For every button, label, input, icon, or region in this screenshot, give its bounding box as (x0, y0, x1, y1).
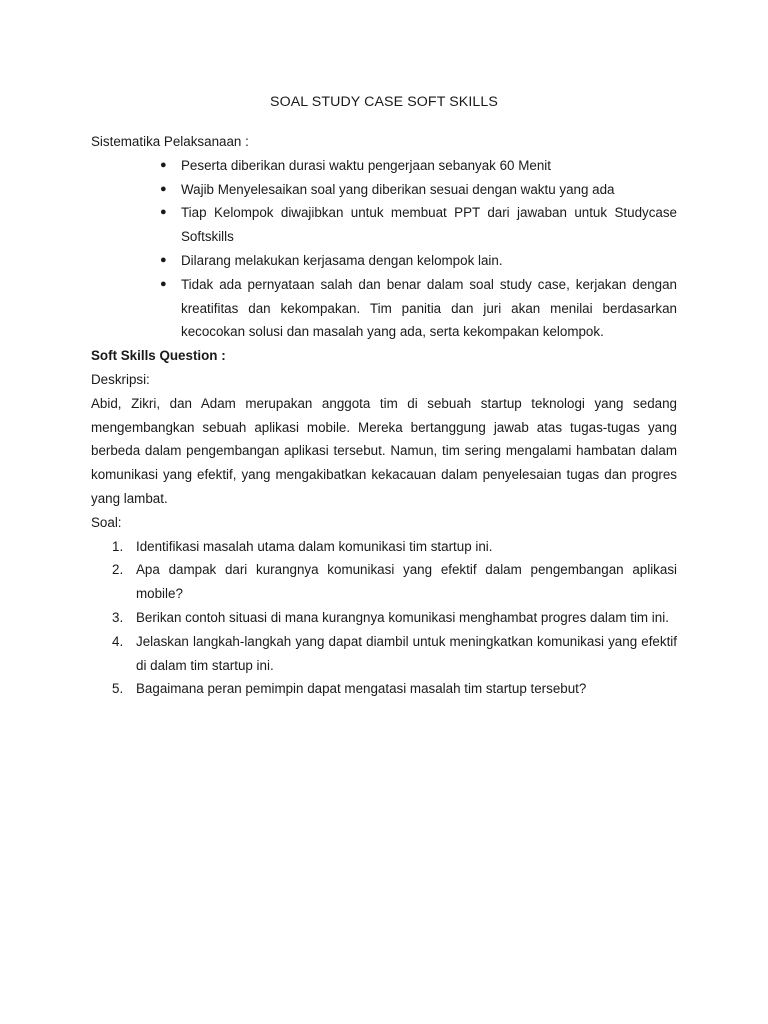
list-item (91, 201, 677, 249)
bullet-icon: ● (160, 182, 167, 195)
question-text: Jelaskan langkah-langkah yang dapat diambil untuk meningkatkan komunikasi yang efektif di dalam tim startup ini. (136, 633, 677, 673)
list-item (91, 154, 677, 178)
question-text: Bagaimana peran pemimpin dapat mengatasi masalah tim startup tersebut? (136, 681, 587, 697)
question-text: Berikan contoh situasi di mana kurangnya komunikasi menghambat progres dalam tim ini. (136, 609, 669, 625)
list-item (91, 249, 677, 273)
rule-text: Tidak ada pernyataan salah dan benar dalam soal study case, kerjakan dengan kreatifitas dan kekompakan. Tim panitia dan juri akan menilai berdasarkan kecocokan solusi dan masalah yang ada, serta kekompakan kelompok. (181, 276, 677, 340)
bullet-icon: ● (160, 158, 167, 171)
question-text: Apa dampak dari kurangnya komunikasi yang efektif dalam pengembangan aplikasi mobile? (136, 562, 677, 602)
section-heading-sistematika: Sistematika Pelaksanaan : (91, 134, 249, 149)
question-text: Identifikasi masalah utama dalam komunikasi tim startup ini. (136, 538, 493, 554)
bullet-icon: ● (160, 206, 167, 219)
description-label: Deskripsi: (91, 371, 150, 387)
list-item (91, 273, 677, 344)
questions-list (91, 535, 677, 702)
document-body (91, 130, 677, 701)
rules-list (91, 154, 677, 344)
question-number: 2. (112, 562, 124, 578)
bullet-icon: ● (160, 253, 167, 266)
questions-label: Soal: (91, 514, 122, 530)
rule-text: Peserta diberikan durasi waktu pengerjaan sebanyak 60 Menit (181, 157, 551, 173)
description-text: Abid, Zikri, dan Adam merupakan anggota tim di sebuah startup teknologi yang sedang mengembangkan sebuah aplikasi mobile. Mereka bertanggung jawab atas tugas-tugas yang berbeda dalam pengembangan aplikasi tersebut. Namun, tim sering mengalami hambatan dalam komunikasi yang efektif, yang mengakibatkan kekacauan dalam penyelesaian tugas dan progres yang lambat. (91, 395, 677, 506)
question-number: 3. (112, 609, 124, 625)
document-title: SOAL STUDY CASE SOFT SKILLS (270, 94, 498, 110)
list-item (91, 677, 677, 701)
rule-text: Dilarang melakukan kerjasama dengan kelompok lain. (181, 252, 503, 268)
question-number: 5. (112, 681, 124, 697)
list-item (91, 606, 677, 630)
question-number: 4. (112, 633, 124, 649)
bullet-icon: ● (160, 277, 167, 290)
list-item (91, 630, 677, 678)
list-item (91, 178, 677, 202)
rule-text: Wajib Menyelesaikan soal yang diberikan sesuai dengan waktu yang ada (181, 181, 615, 197)
list-item (91, 558, 677, 606)
rule-text: Tiap Kelompok diwajibkan untuk membuat PPT dari jawaban untuk Studycase Softskills (181, 205, 677, 245)
question-number: 1. (112, 538, 124, 554)
section-heading-soft-skills: Soft Skills Question : (91, 348, 226, 364)
list-item (91, 535, 677, 559)
